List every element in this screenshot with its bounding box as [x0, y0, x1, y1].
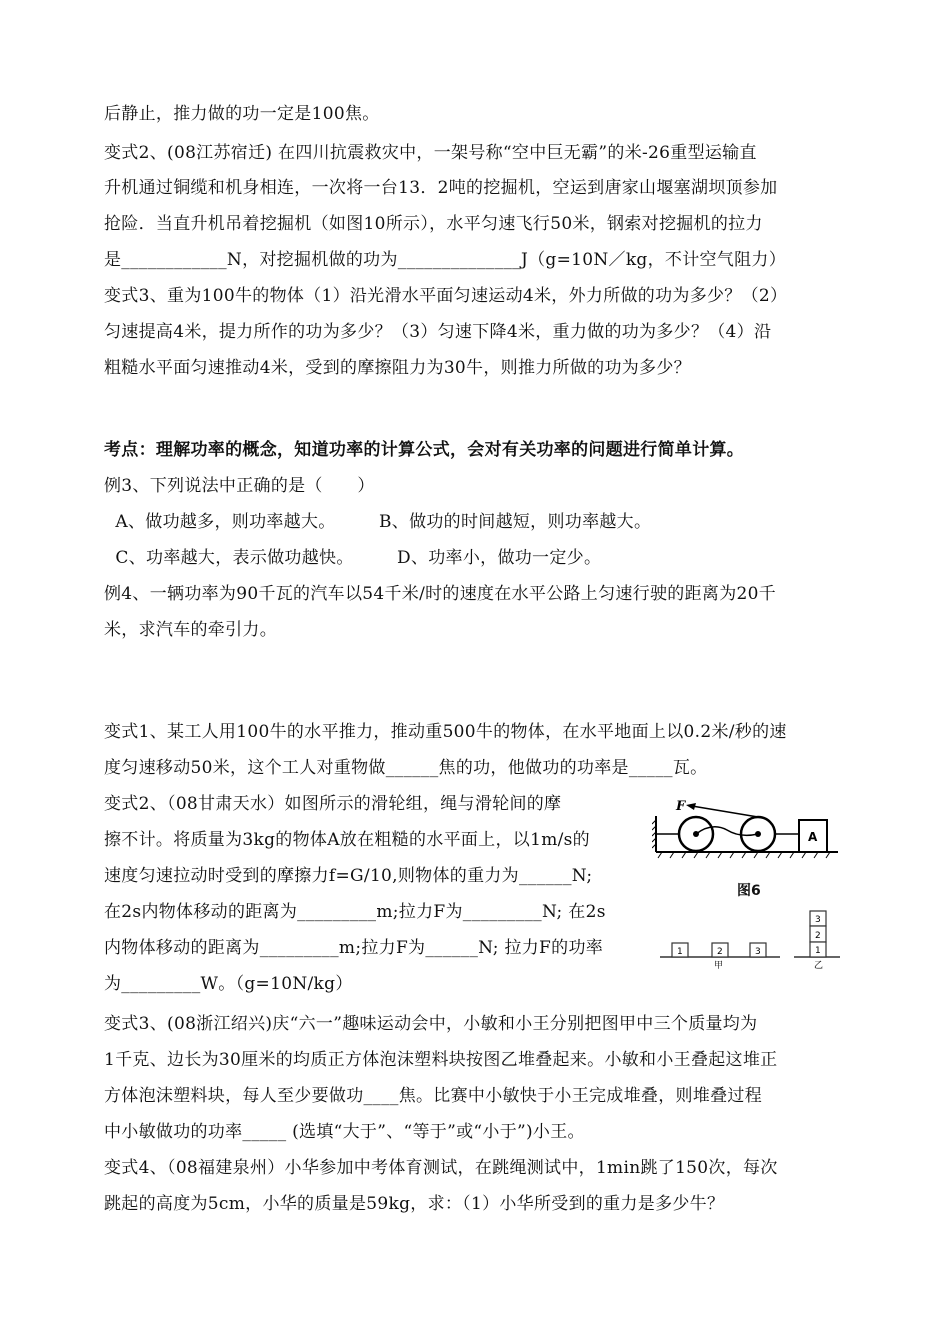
figure-6-caption: 图6 — [737, 883, 761, 899]
stack-middle-label: 2 — [815, 931, 821, 941]
pulley-figure — [652, 800, 838, 862]
text-line: 粗糙水平面匀速推动4米，受到的摩擦阻力为30牛，则推力所做的功为多少？ — [104, 358, 691, 378]
left-caption: 甲 — [714, 961, 724, 970]
text-line: 内物体移动的距离为_________m;拉力F为______N; 拉力F的功率 — [104, 938, 604, 958]
text-line: 在2s内物体移动的距离为_________m;拉力F为_________N; 在2s — [104, 902, 606, 922]
block-1-label: 1 — [677, 947, 683, 957]
text-line: 为_________W。（g=10N/kg） — [104, 974, 353, 994]
text-line: 擦不计。将质量为3kg的物体A放在粗糙的水平面上，以1m/s的 — [104, 830, 590, 850]
text-line: 变式4、（08福建泉州）小华参加中考体育测试，在跳绳测试中，1min跳了150次，每次 — [104, 1158, 778, 1178]
text-line: 变式3、重为100牛的物体（1）沿光滑水平面匀速运动4米，外力所做的功为多少？（2） — [104, 286, 788, 306]
text-line: A、做功越多，则功率越大。 B、做功的时间越短，则功率越大。 — [104, 512, 652, 532]
force-label: F — [676, 800, 686, 814]
block-a-label: A — [808, 830, 818, 844]
text-line: 例3、下列说法中正确的是（ ） — [104, 476, 375, 496]
stack-bottom-label: 1 — [815, 946, 821, 956]
right-caption: 乙 — [814, 961, 824, 970]
text-line: 中小敏做功的功率_____ (选填“大于”、“等于”或“小于”)小王。 — [104, 1122, 585, 1142]
block-3-label: 3 — [755, 947, 761, 957]
text-line: 方体泡沫塑料块，每人至少要做功____焦。比赛中小敏快于小王完成堆叠，则堆叠过程 — [104, 1086, 762, 1106]
text-line: 后静止，推力做的功一定是100焦。 — [104, 104, 380, 124]
block-2-label: 2 — [717, 947, 723, 957]
text-line: 米，求汽车的牵引力。 — [104, 620, 277, 640]
text-line: 变式2、（08甘肃天水）如图所示的滑轮组，绳与滑轮间的摩 — [104, 794, 562, 814]
text-line: 度匀速移动50米，这个工人对重物做______焦的功，他做功的功率是_____瓦。 — [104, 758, 708, 778]
text-line: 例4、一辆功率为90千瓦的汽车以54千米/时的速度在水平公路上匀速行驶的距离为20千 — [104, 584, 777, 604]
text-line: 是____________N，对挖掘机做的功为______________J（g=10N／kg，不计空气阻力） — [104, 250, 787, 270]
text-line: 变式1、某工人用100牛的水平推力，推动重500牛的物体，在水平地面上以0.2米/秒的速 — [104, 722, 787, 742]
text-line: 升机通过铜缆和机身相连，一次将一台13．2吨的挖掘机，空运到唐家山堰塞湖坝顶参加 — [104, 178, 778, 198]
stack-top-label: 3 — [815, 915, 821, 925]
foam-blocks-figure — [656, 908, 842, 970]
text-line: 速度匀速拉动时受到的摩擦力f=G/10,则物体的重力为______N; — [104, 866, 593, 886]
text-line: 1千克、边长为30厘米的均质正方体泡沫塑料块按图乙堆叠起来。小敏和小王叠起这堆正 — [104, 1050, 778, 1070]
text-line: 抢险．当直升机吊着挖掘机（如图10所示），水平匀速飞行50米，钢索对挖掘机的拉力 — [104, 214, 763, 234]
text-line: 变式2、(08江苏宿迁) 在四川抗震救灾中，一架号称“空中巨无霸”的米-26重型运输直 — [104, 143, 757, 163]
text-line: 考点：理解功率的概念，知道功率的计算公式，会对有关功率的问题进行简单计算。 — [104, 440, 745, 460]
text-line: C、功率越大，表示做功越快。 D、功率小，做功一定少。 — [104, 548, 602, 568]
text-line: 匀速提高4米，提力所作的功为多少？（3）匀速下降4米，重力做的功为多少？（4）沿 — [104, 322, 772, 342]
text-line: 变式3、(08浙江绍兴)庆“六一”趣味运动会中，小敏和小王分别把图甲中三个质量均为 — [104, 1014, 758, 1034]
text-line: 跳起的高度为5cm，小华的质量是59kg，求：（1）小华所受到的重力是多少牛？ — [104, 1194, 725, 1214]
